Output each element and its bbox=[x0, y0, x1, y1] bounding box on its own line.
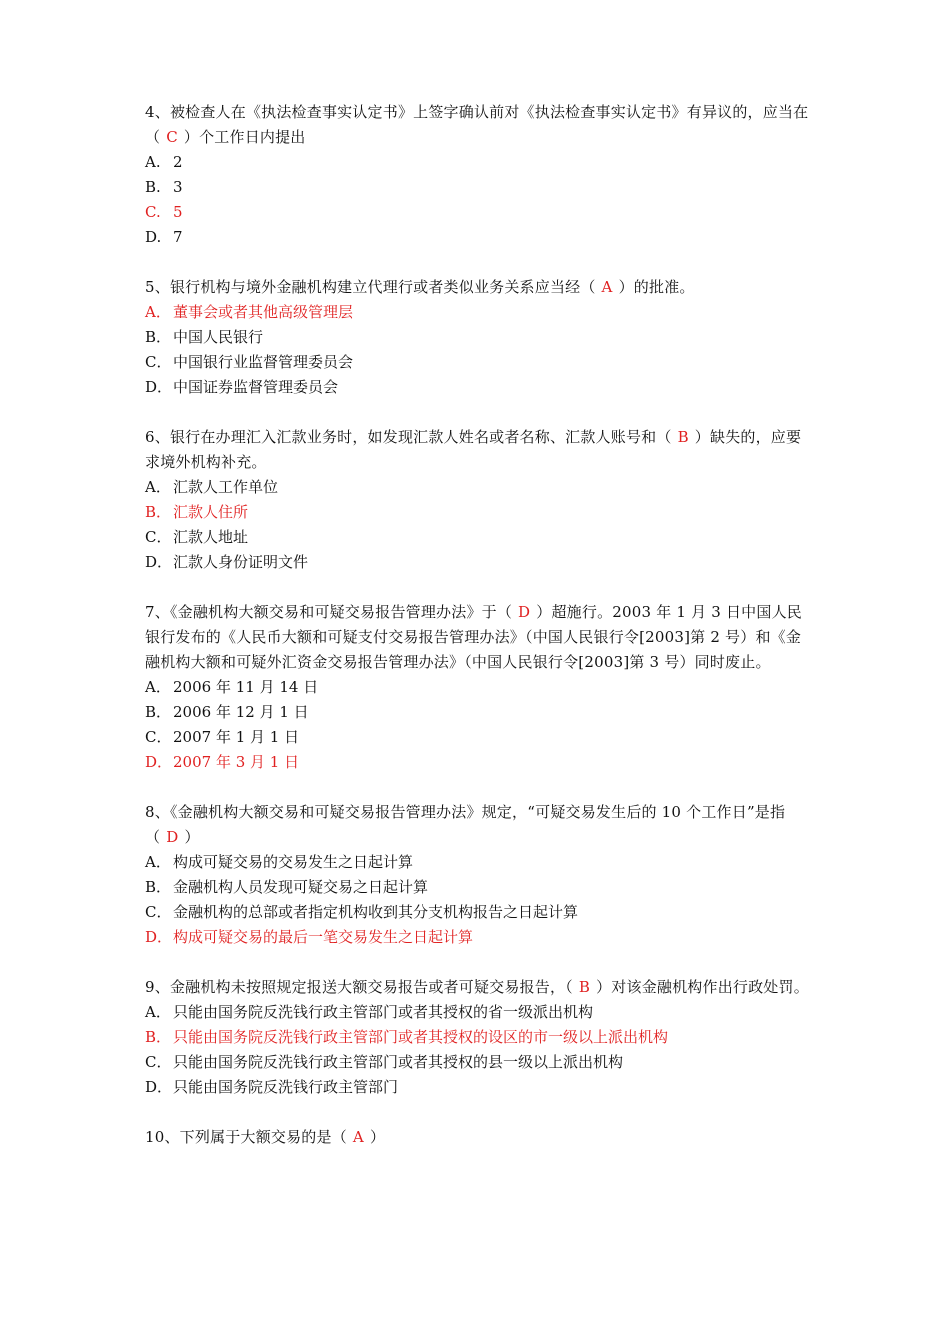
option bbox=[145, 150, 813, 175]
option-letter: A． bbox=[145, 1003, 171, 1021]
option-letter: C． bbox=[145, 528, 172, 546]
option-text: 构成可疑交易的交易发生之日起计算 bbox=[173, 853, 414, 871]
option bbox=[145, 475, 813, 500]
option-letter: B． bbox=[145, 503, 172, 521]
option-letter: B. bbox=[145, 178, 161, 196]
question-block bbox=[145, 975, 813, 1100]
option-text: 只能由国务院反洗钱行政主管部门或者其授权的县一级以上派出机构 bbox=[173, 1053, 624, 1071]
question-block bbox=[145, 1125, 813, 1150]
answer-key: D bbox=[518, 603, 531, 621]
option-letter: D． bbox=[145, 753, 173, 771]
option-text: 金融机构人员发现可疑交易之日起计算 bbox=[173, 878, 429, 896]
option-text: 只能由国务院反洗钱行政主管部门 bbox=[173, 1078, 399, 1096]
option-letter: A． bbox=[145, 678, 171, 696]
question-text: 7、《金融机构大额交易和可疑交易报告管理办法》于（ bbox=[145, 603, 513, 621]
option-text: 中国人民银行 bbox=[173, 328, 264, 346]
question-text: 5、银行机构与境外金融机构建立代理行或者类似业务关系应当经（ bbox=[145, 278, 596, 296]
answer-key: C bbox=[166, 128, 178, 146]
question-stem bbox=[145, 600, 813, 675]
option-text: 3 bbox=[173, 178, 183, 196]
option-letter: B． bbox=[145, 328, 172, 346]
question-list bbox=[145, 100, 813, 1175]
option-text: 汇款人工作单位 bbox=[173, 478, 279, 496]
option-letter: B． bbox=[145, 878, 172, 896]
option-letter: C. bbox=[145, 203, 161, 221]
question-text: 9、金融机构未按照规定报送大额交易报告或者可疑交易报告，（ bbox=[145, 978, 573, 996]
answer-key: B bbox=[578, 978, 591, 996]
option-correct bbox=[145, 500, 813, 525]
option-text: 2006 年 12 月 1 日 bbox=[173, 703, 309, 721]
question-block bbox=[145, 275, 813, 400]
option-correct bbox=[145, 925, 813, 950]
option-text: 7 bbox=[173, 228, 183, 246]
answer-key: A bbox=[601, 278, 613, 296]
option-correct bbox=[145, 300, 813, 325]
question-block bbox=[145, 425, 813, 575]
question-text-tail: ）个工作日内提出 bbox=[183, 128, 306, 146]
question-stem bbox=[145, 800, 813, 850]
option-letter: C． bbox=[145, 903, 172, 921]
question-text-tail: ）对该金融机构作出行政处罚。 bbox=[596, 978, 809, 996]
answer-key: D bbox=[166, 828, 179, 846]
option bbox=[145, 550, 813, 575]
option bbox=[145, 525, 813, 550]
option bbox=[145, 225, 813, 250]
option-text: 构成可疑交易的最后一笔交易发生之日起计算 bbox=[173, 928, 474, 946]
option-text: 中国证券监督管理委员会 bbox=[173, 378, 339, 396]
option-text: 董事会或者其他高级管理层 bbox=[173, 303, 354, 321]
option-correct bbox=[145, 1025, 813, 1050]
question-stem bbox=[145, 100, 813, 150]
option bbox=[145, 350, 813, 375]
option-text: 汇款人住所 bbox=[173, 503, 249, 521]
option bbox=[145, 850, 813, 875]
option-letter: D． bbox=[145, 1078, 173, 1096]
option-correct bbox=[145, 750, 813, 775]
option bbox=[145, 325, 813, 350]
option-text: 2006 年 11 月 14 日 bbox=[173, 678, 319, 696]
option bbox=[145, 725, 813, 750]
option-letter: A． bbox=[145, 303, 171, 321]
question-stem bbox=[145, 975, 813, 1000]
option-letter: C． bbox=[145, 1053, 172, 1071]
question-text: 4、被检查人在《执法检查事实认定书》上签字确认前对《执法检查事实认定书》有异议的，应当在（ bbox=[145, 103, 809, 146]
option-text: 2007 年 3 月 1 日 bbox=[173, 753, 300, 771]
option-letter: C． bbox=[145, 728, 172, 746]
option-text: 汇款人身份证明文件 bbox=[173, 553, 309, 571]
option-letter: D． bbox=[145, 928, 173, 946]
option bbox=[145, 175, 813, 200]
question-text-tail: ）缺失的，应要求境外机构补充。 bbox=[145, 428, 802, 471]
option-letter: A． bbox=[145, 853, 171, 871]
question-stem bbox=[145, 1125, 813, 1150]
question-block bbox=[145, 600, 813, 775]
option-text: 2007 年 1 月 1 日 bbox=[173, 728, 300, 746]
option bbox=[145, 900, 813, 925]
option-letter: D． bbox=[145, 378, 173, 396]
option-letter: B． bbox=[145, 703, 172, 721]
option-text: 汇款人地址 bbox=[173, 528, 249, 546]
option bbox=[145, 1075, 813, 1100]
option-letter: C． bbox=[145, 353, 172, 371]
question-text-tail: ）超施行。2003 年 1 月 3 日中国人民银行发布的《人民币大额和可疑支付交易报告管理办法》（中国人民银行令[2003]第 2 号）和《金融机构大额和可疑外汇资金交易报告管理办法》（中国人民银行令[2003]第 3 号）同时废止。 bbox=[145, 603, 802, 671]
question-text: 8、《金融机构大额交易和可疑交易报告管理办法》规定，“可疑交易发生后的 10 个工作日”是指（ bbox=[145, 803, 786, 846]
option-letter: A. bbox=[145, 153, 161, 171]
option-correct bbox=[145, 200, 813, 225]
option bbox=[145, 1000, 813, 1025]
option bbox=[145, 375, 813, 400]
option bbox=[145, 1050, 813, 1075]
question-text: 6、银行在办理汇入汇款业务时，如发现汇款人姓名或者名称、汇款人账号和（ bbox=[145, 428, 672, 446]
question-text: 10、下列属于大额交易的是（ bbox=[145, 1128, 347, 1146]
option-text: 只能由国务院反洗钱行政主管部门或者其授权的省一级派出机构 bbox=[173, 1003, 594, 1021]
option bbox=[145, 700, 813, 725]
option-letter: D． bbox=[145, 553, 173, 571]
question-stem bbox=[145, 425, 813, 475]
option-letter: B． bbox=[145, 1028, 172, 1046]
option-letter: D. bbox=[145, 228, 162, 246]
question-block bbox=[145, 800, 813, 950]
option-text: 5 bbox=[173, 203, 183, 221]
option bbox=[145, 875, 813, 900]
option-text: 2 bbox=[173, 153, 183, 171]
question-text-tail: ） bbox=[369, 1128, 386, 1146]
option bbox=[145, 675, 813, 700]
question-text-tail: ）的批准。 bbox=[618, 278, 695, 296]
question-text-tail: ） bbox=[184, 828, 200, 846]
question-block bbox=[145, 100, 813, 250]
answer-key: A bbox=[352, 1128, 364, 1146]
option-text: 只能由国务院反洗钱行政主管部门或者其授权的设区的市一级以上派出机构 bbox=[173, 1028, 669, 1046]
question-stem bbox=[145, 275, 813, 300]
answer-key: B bbox=[677, 428, 689, 446]
option-letter: A． bbox=[145, 478, 171, 496]
option-text: 金融机构的总部或者指定机构收到其分支机构报告之日起计算 bbox=[173, 903, 579, 921]
option-text: 中国银行业监督管理委员会 bbox=[173, 353, 354, 371]
